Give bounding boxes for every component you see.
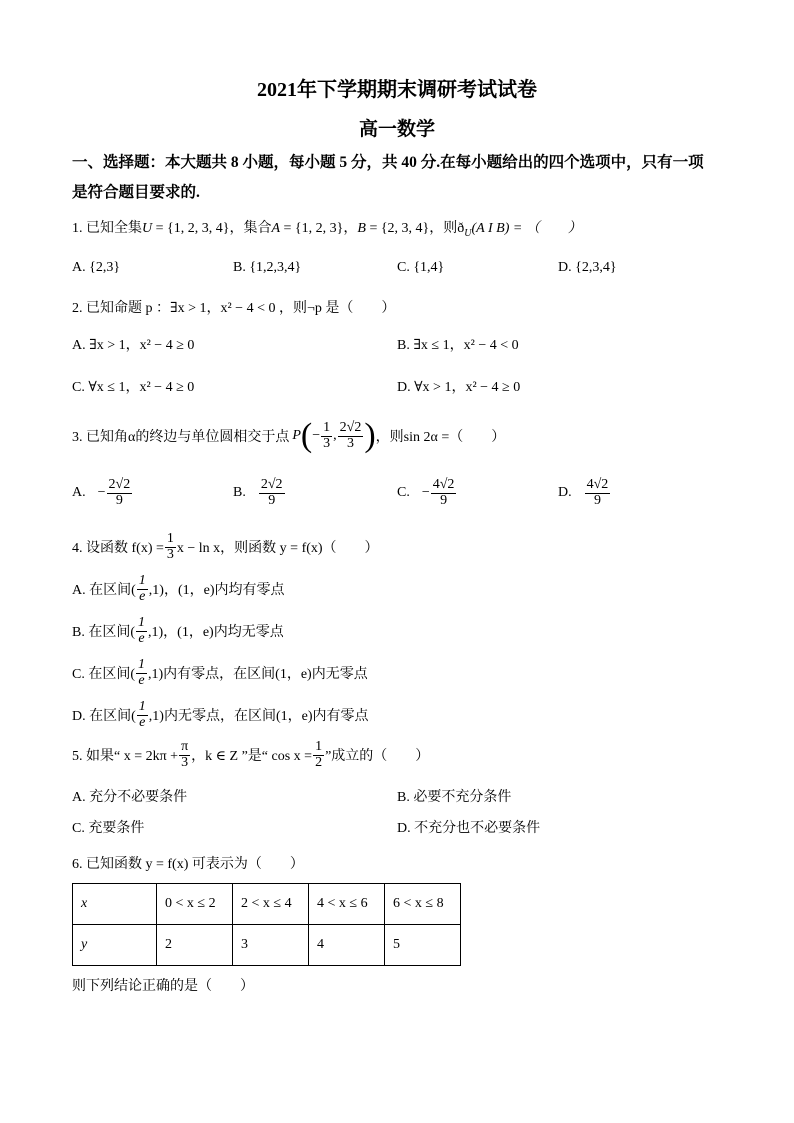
table-row xyxy=(73,884,461,925)
q3-option-a-label: A. xyxy=(72,485,86,501)
q3-option-b-num: 2√2 xyxy=(260,477,283,492)
q3-frac1-den: 3 xyxy=(323,435,331,451)
q3-pre: 3. 已知角α的终边与单位圆相交于点 xyxy=(72,430,290,445)
table-cell: y xyxy=(73,925,157,966)
q5-frac1-num: π xyxy=(181,739,189,754)
q5-pre: 5. 如果“ x = 2kπ + xyxy=(72,749,179,765)
q3-frac1-num: 1 xyxy=(323,419,331,435)
q3-option-d-num: 4√2 xyxy=(586,477,609,492)
q4-option-a-num: 1 xyxy=(138,573,146,588)
q3-option-d xyxy=(558,478,611,508)
q5-option-b: B. 必要不充分条件 xyxy=(397,790,512,805)
q5-frac2 xyxy=(313,740,324,770)
q3-option-c-sign: − xyxy=(421,485,430,501)
q3-option-a xyxy=(72,478,133,508)
table-row xyxy=(73,925,461,966)
q4-option-a-post: ,1)，(1，e)内均有零点 xyxy=(148,583,285,599)
q4-option-b-pre: B. 在区间( xyxy=(72,625,135,641)
question-6-stem: 6. 已知函数 y = f(x) 可表示为（ ） xyxy=(72,857,304,872)
q3-option-c-frac xyxy=(431,478,457,508)
q4-option-b-num: 1 xyxy=(138,615,145,630)
table-cell: 2 < x ≤ 4 xyxy=(233,884,309,925)
q1-option-a: A. {2,3} xyxy=(72,260,121,275)
q4-option-b-frac xyxy=(136,616,147,646)
q3-left-paren: ( xyxy=(300,417,313,454)
q3-option-c-den: 9 xyxy=(440,492,448,508)
q4-option-a xyxy=(72,574,284,604)
q3-option-d-frac xyxy=(585,478,611,508)
q1-eq2: = {1, 2, 3} xyxy=(280,221,344,236)
q4-option-a-pre: A. 在区间( xyxy=(72,583,136,599)
q1-option-b: B. {1,2,3,4} xyxy=(233,260,302,275)
question-1-stem xyxy=(72,217,582,239)
q3-frac2-num: 2√2 xyxy=(339,419,362,435)
q2-option-a: A. ∃x > 1，x² − 4 ≥ 0 xyxy=(72,338,195,353)
q3-frac2-den: 3 xyxy=(346,435,354,451)
q4-option-d-pre: D. 在区间( xyxy=(72,709,136,725)
q4-frac-den: 3 xyxy=(166,546,174,562)
q3-option-c-label: C. xyxy=(397,485,410,501)
q3-option-a-frac xyxy=(107,478,133,508)
q3-option-d-den: 9 xyxy=(593,492,601,508)
q1-option-d: D. {2,3,4} xyxy=(558,260,617,275)
q3-option-a-den: 9 xyxy=(115,492,123,508)
q1-eq3: = {2, 3, 4} xyxy=(365,221,430,236)
q4-option-a-frac xyxy=(137,574,148,604)
question-2-stem: 2. 已知命题 p ：∃x > 1，x² − 4 < 0 ，则¬p 是（ ） xyxy=(72,301,396,316)
q2-option-c: C. ∀x ≤ 1，x² − 4 ≥ 0 xyxy=(72,380,195,395)
q5-frac1 xyxy=(179,740,190,770)
q4-option-b-post: ,1)，(1，e)内均无零点 xyxy=(148,625,284,641)
question-5-stem xyxy=(72,740,429,770)
q1-set-b: B xyxy=(357,221,366,236)
q2-option-b: B. ∃x ≤ 1，x² − 4 < 0 xyxy=(397,338,519,353)
question-4-stem xyxy=(72,532,379,562)
table-cell: 4 < x ≤ 6 xyxy=(309,884,385,925)
q4-option-a-den: e xyxy=(139,588,146,604)
q3-option-d-label: D. xyxy=(558,485,572,501)
table-cell: 3 xyxy=(233,925,309,966)
table-cell: 6 < x ≤ 8 xyxy=(385,884,461,925)
q4-option-c-pre: C. 在区间( xyxy=(72,667,135,683)
exam-subtitle: 高一数学 xyxy=(358,119,435,140)
q3-option-a-num: 2√2 xyxy=(108,477,131,492)
q4-option-c-num: 1 xyxy=(138,657,145,672)
q5-mid: ，k ∈ Z ”是“ cos x = xyxy=(191,749,313,765)
q1-mid1: ，集合 xyxy=(229,221,272,236)
q4-option-b-den: e xyxy=(138,630,145,646)
q3-option-b-frac xyxy=(259,478,285,508)
q2-option-d: D. ∀x > 1，x² − 4 ≥ 0 xyxy=(397,380,521,395)
q3-option-b-label: B. xyxy=(233,485,246,501)
table-cell: 0 < x ≤ 2 xyxy=(157,884,233,925)
q1-complement-sub: U xyxy=(464,227,472,239)
section-heading-line1: 一、选择题：本大题共 8 小题，每小题 5 分，共 40 分.在每小题给出的四个选项中，只有一项 xyxy=(72,154,704,171)
q4-option-d xyxy=(72,700,368,730)
q5-option-c: C. 充要条件 xyxy=(72,821,145,836)
q3-neg: − xyxy=(312,428,321,443)
section-heading-line2: 是符合题目要求的. xyxy=(72,184,200,201)
q6-function-table xyxy=(72,883,461,966)
q6-followup: 则下列结论正确的是（ ） xyxy=(72,979,254,994)
table-cell: 5 xyxy=(385,925,461,966)
q4-option-d-frac xyxy=(137,700,148,730)
q1-set-u: U xyxy=(142,221,153,236)
q1-mid3: ，则 xyxy=(429,221,458,236)
question-3-stem xyxy=(72,414,505,458)
q5-frac2-den: 2 xyxy=(315,754,323,770)
q4-option-c xyxy=(72,658,368,688)
q1-option-c: C. {1,4} xyxy=(397,260,445,275)
q4-option-d-post: ,1)内无零点，在区间(1，e)内有零点 xyxy=(148,709,369,725)
q4-post: x − ln x，则函数 y = f(x)（ ） xyxy=(176,541,379,557)
table-cell: x xyxy=(73,884,157,925)
q5-option-d: D. 不充分也不必要条件 xyxy=(397,821,541,836)
q4-option-c-post: ,1)内有零点，在区间(1，e)内无零点 xyxy=(148,667,368,683)
q3-option-c xyxy=(397,478,457,508)
q3-post: ，则sin 2α =（ ） xyxy=(375,430,506,445)
q1-eq1: = {1, 2, 3, 4} xyxy=(152,221,230,236)
table-cell: 4 xyxy=(309,925,385,966)
q3-option-a-sign: − xyxy=(97,485,106,501)
q3-frac1 xyxy=(321,421,332,451)
q3-point-p: P xyxy=(292,428,301,443)
q3-comma: , xyxy=(333,428,337,443)
q4-pre: 4. 设函数 f(x) = xyxy=(72,541,164,557)
q4-option-c-den: e xyxy=(138,672,145,688)
q4-frac-num: 1 xyxy=(166,531,174,546)
table-cell: 2 xyxy=(157,925,233,966)
q1-mid2: ， xyxy=(343,221,358,236)
q5-frac1-den: 3 xyxy=(181,754,189,770)
q3-option-c-num: 4√2 xyxy=(432,477,455,492)
q1-complement-symbol: ð xyxy=(457,221,465,236)
q1-expr: (A I B) = （ ） xyxy=(471,221,582,236)
exam-title: 2021年下学期期末调研考试试卷 xyxy=(257,79,537,101)
q4-option-b xyxy=(72,616,284,646)
q4-option-d-den: e xyxy=(139,714,146,730)
q3-right-paren: ) xyxy=(364,417,376,454)
q3-option-b xyxy=(233,478,286,508)
q5-option-a: A. 充分不必要条件 xyxy=(72,790,188,805)
q4-option-d-num: 1 xyxy=(138,699,146,714)
q3-frac2 xyxy=(338,421,364,451)
q4-option-c-frac xyxy=(136,658,147,688)
q4-frac xyxy=(165,532,176,562)
q3-option-b-den: 9 xyxy=(268,492,276,508)
q1-pre: 1. 已知全集 xyxy=(72,221,142,236)
q5-frac2-num: 1 xyxy=(315,739,323,754)
q5-post: ”成立的（ ） xyxy=(325,749,430,765)
q1-set-a: A xyxy=(271,221,281,236)
